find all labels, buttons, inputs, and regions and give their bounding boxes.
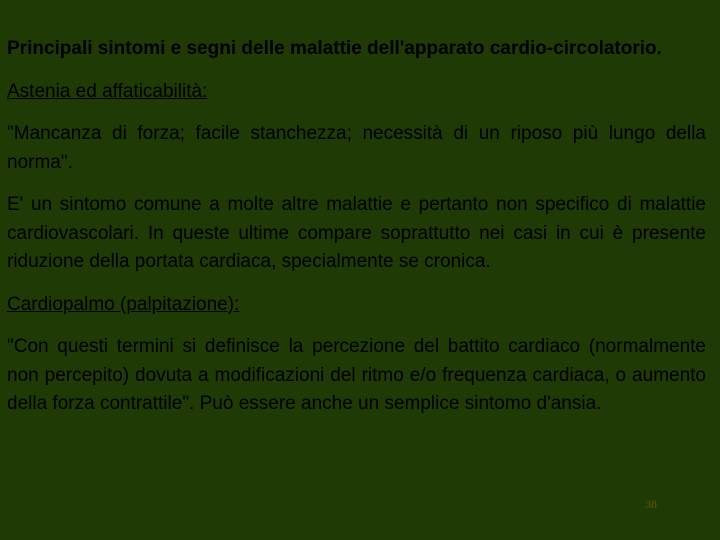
astenia-description: E' un sintomo comune a molte altre malattie e pertanto non specifico di malattie cardiovascolari. In queste ultime compare soprattutto nei casi in cui è presente riduzione della portata cardiaca, specialmente se cronica. xyxy=(7,194,706,272)
astenia-definition: "Mancanza di forza; facile stanchezza; necessità di un riposo più lungo della norma". xyxy=(7,123,706,173)
section-heading-astenia: Astenia ed affaticabilità: xyxy=(7,80,208,102)
cardiopalmo-definition: "Con questi termini si definisce la percezione del battito cardiaco (normalmente non percepito) dovuta a modificazioni del ritmo e/o frequenza cardiaca, o aumento della forza contrattile". Può essere anche un semplice sintomo d'ansia. xyxy=(7,336,706,414)
page-number: 38 xyxy=(645,497,657,511)
slide-title: Principali sintomi e segni delle malattie dell'apparato cardio-circolatorio. xyxy=(7,38,662,59)
section-heading-cardiopalmo: Cardiopalmo (palpitazione): xyxy=(7,293,240,315)
slide-content xyxy=(7,35,706,433)
